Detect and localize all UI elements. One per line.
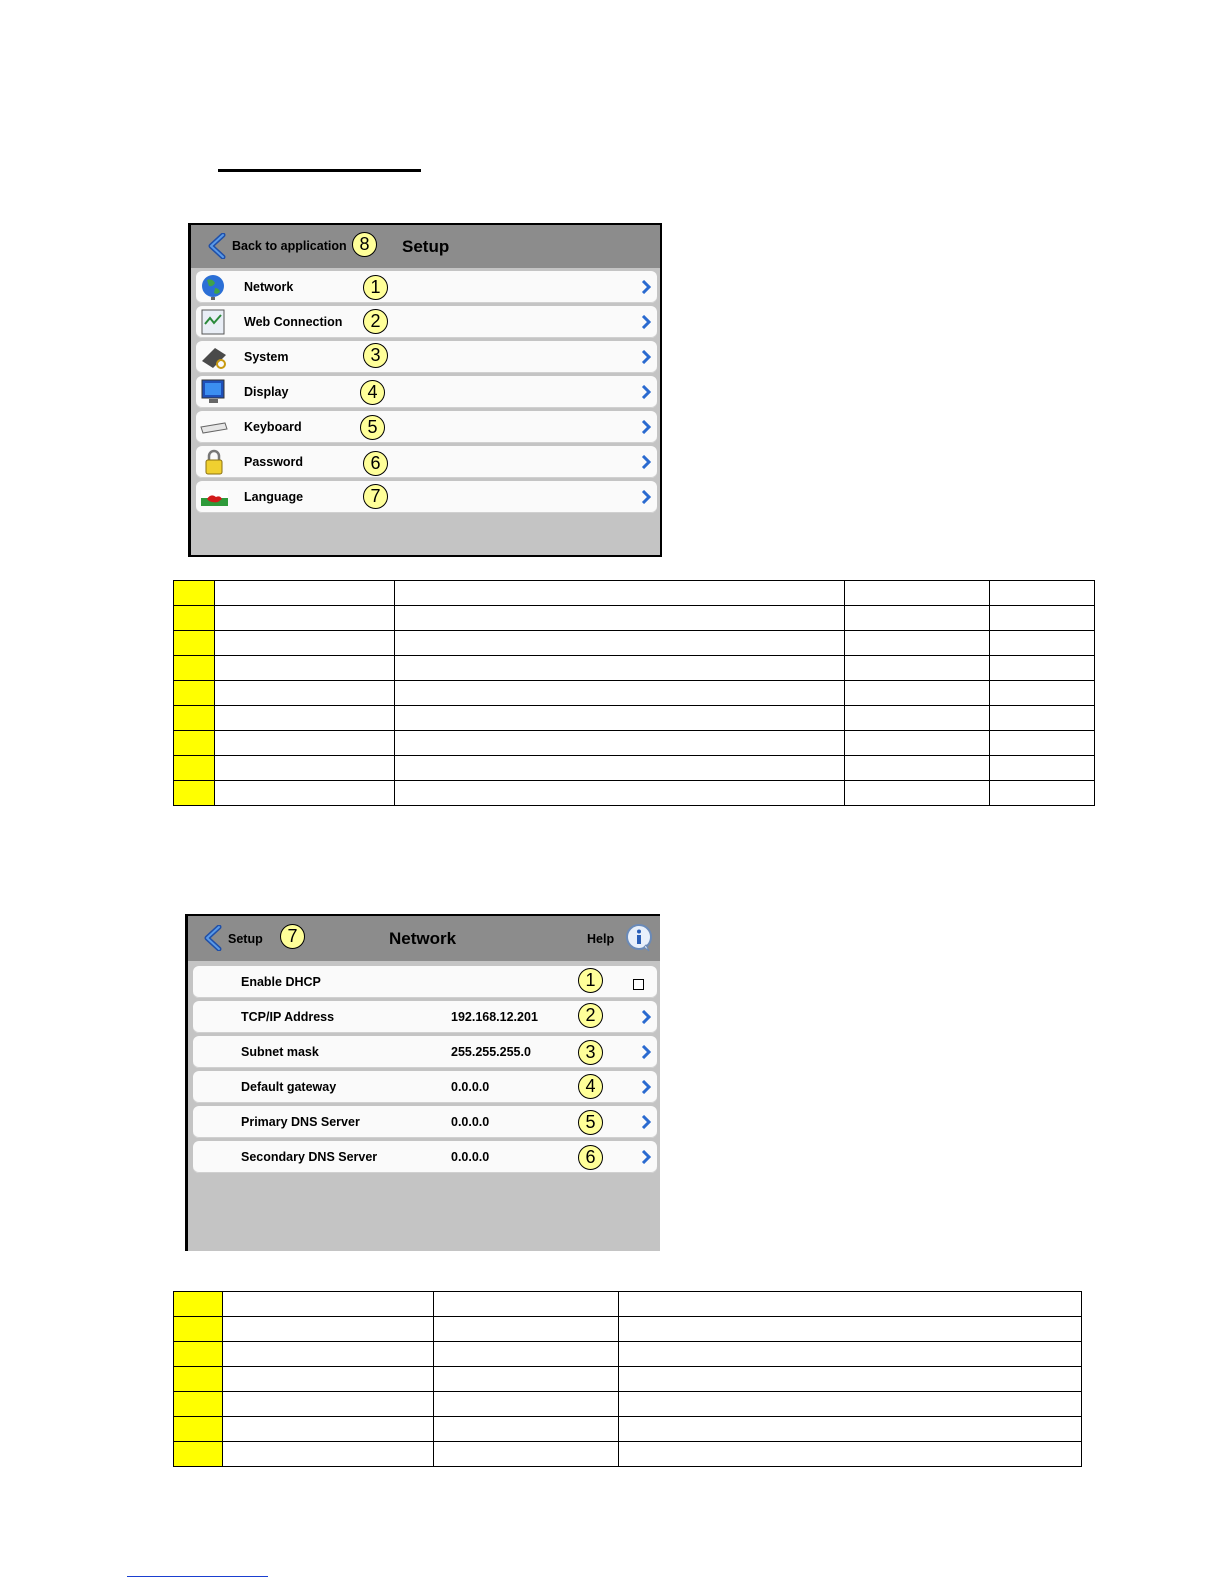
setup-item-label: Network: [244, 280, 294, 294]
callout-badge: 3: [363, 343, 388, 368]
padlock-icon: [199, 448, 229, 476]
table-row: [174, 1417, 1082, 1442]
callout-badge: 3: [578, 1040, 603, 1065]
callout-badge: 1: [578, 968, 603, 993]
network-item-primary-dns-server[interactable]: [193, 1106, 657, 1138]
callout-badge: 2: [578, 1003, 603, 1028]
setting-label: Secondary DNS Server: [241, 1150, 378, 1164]
table-row: [174, 606, 1095, 631]
table-row: [174, 631, 1095, 656]
back-chevron-icon[interactable]: [206, 233, 228, 259]
table-row: [174, 731, 1095, 756]
table-row: [174, 756, 1095, 781]
setup-screen: [188, 223, 662, 557]
setting-value: 0.0.0.0: [451, 1150, 490, 1164]
table-row: [174, 656, 1095, 681]
setup-item-system[interactable]: [196, 341, 657, 373]
help-button[interactable]: Help: [587, 932, 615, 946]
setup-item-label: System: [244, 350, 289, 364]
callout-badge: 6: [363, 451, 388, 476]
back-to-application-button[interactable]: Back to application: [232, 239, 347, 253]
setup-item-web-connection[interactable]: [196, 306, 657, 338]
setup-legend-table: [173, 580, 1095, 806]
callout-badge: 6: [578, 1145, 603, 1170]
setting-label: Enable DHCP: [241, 975, 321, 989]
table-row: [174, 1392, 1082, 1417]
back-chevron-icon[interactable]: [202, 925, 224, 951]
chevron-right-icon: [641, 280, 651, 294]
chevron-right-icon: [641, 1010, 651, 1024]
setup-item-label: Language: [244, 490, 304, 504]
table-row: [174, 1442, 1082, 1467]
table-row: [174, 1292, 1082, 1317]
network-header: [188, 916, 660, 961]
network-item-secondary-dns-server[interactable]: [193, 1141, 657, 1173]
keyboard-icon: [199, 413, 229, 441]
setup-item-label: Display: [244, 385, 289, 399]
setup-item-language[interactable]: [196, 481, 657, 513]
table-row: [174, 706, 1095, 731]
callout-badge: 7: [363, 484, 388, 509]
network-item-default-gateway[interactable]: [193, 1071, 657, 1103]
callout-badge: 8: [352, 232, 377, 257]
setup-item-label: Keyboard: [244, 420, 302, 434]
setting-value: 255.255.255.0: [451, 1045, 531, 1059]
chevron-right-icon: [641, 350, 651, 364]
chevron-right-icon: [641, 455, 651, 469]
callout-badge: 4: [578, 1074, 603, 1099]
table-row: [174, 1342, 1082, 1367]
setting-label: Default gateway: [241, 1080, 337, 1094]
monitor-icon: [199, 378, 229, 406]
callout-badge: 1: [363, 275, 388, 300]
flag-icon: [199, 483, 229, 511]
chevron-right-icon: [641, 1150, 651, 1164]
setup-item-label: Password: [244, 455, 304, 469]
system-icon: [199, 343, 229, 371]
chevron-right-icon: [641, 420, 651, 434]
table-row: [174, 1317, 1082, 1342]
table-row: [174, 1367, 1082, 1392]
chevron-right-icon: [641, 1080, 651, 1094]
chevron-right-icon: [641, 1115, 651, 1129]
callout-badge: 5: [578, 1110, 603, 1135]
setting-label: TCP/IP Address: [241, 1010, 335, 1024]
setting-label: Subnet mask: [241, 1045, 319, 1059]
callout-badge: 5: [360, 415, 385, 440]
web-connection-icon: [199, 308, 229, 336]
page-title: Network: [389, 929, 457, 948]
footer-link-rule: [127, 1576, 268, 1577]
network-legend-table: [173, 1291, 1082, 1467]
chevron-right-icon: [641, 385, 651, 399]
table-row: [174, 681, 1095, 706]
setup-item-display[interactable]: [196, 376, 657, 408]
chevron-right-icon: [641, 315, 651, 329]
chevron-right-icon: [641, 490, 651, 504]
page-title: Setup: [402, 237, 450, 256]
setting-value: 0.0.0.0: [451, 1115, 490, 1129]
table-row: [174, 781, 1095, 806]
setting-value: 0.0.0.0: [451, 1080, 490, 1094]
globe-icon: [199, 273, 229, 301]
setup-item-label: Web Connection: [244, 315, 343, 329]
callout-badge: 2: [363, 309, 388, 334]
callout-badge: 4: [360, 380, 385, 405]
network-item-subnet-mask[interactable]: [193, 1036, 657, 1068]
setup-item-keyboard[interactable]: [196, 411, 657, 443]
setting-value: 192.168.12.201: [451, 1010, 538, 1024]
table-row: [174, 581, 1095, 606]
back-to-setup-button[interactable]: Setup: [228, 932, 263, 946]
setup-item-network[interactable]: [196, 271, 657, 303]
setting-label: Primary DNS Server: [241, 1115, 360, 1129]
info-icon[interactable]: [624, 923, 654, 953]
network-screen: [185, 914, 660, 1251]
callout-badge: 7: [280, 924, 305, 949]
network-item-enable-dhcp[interactable]: [193, 966, 657, 998]
page-heading-rule: [218, 169, 421, 172]
chevron-right-icon: [641, 1045, 651, 1059]
enable-dhcp-checkbox[interactable]: [633, 979, 644, 990]
setup-header: [191, 225, 660, 268]
setup-item-password[interactable]: [196, 446, 657, 478]
network-item-tcp-ip-address[interactable]: [193, 1001, 657, 1033]
